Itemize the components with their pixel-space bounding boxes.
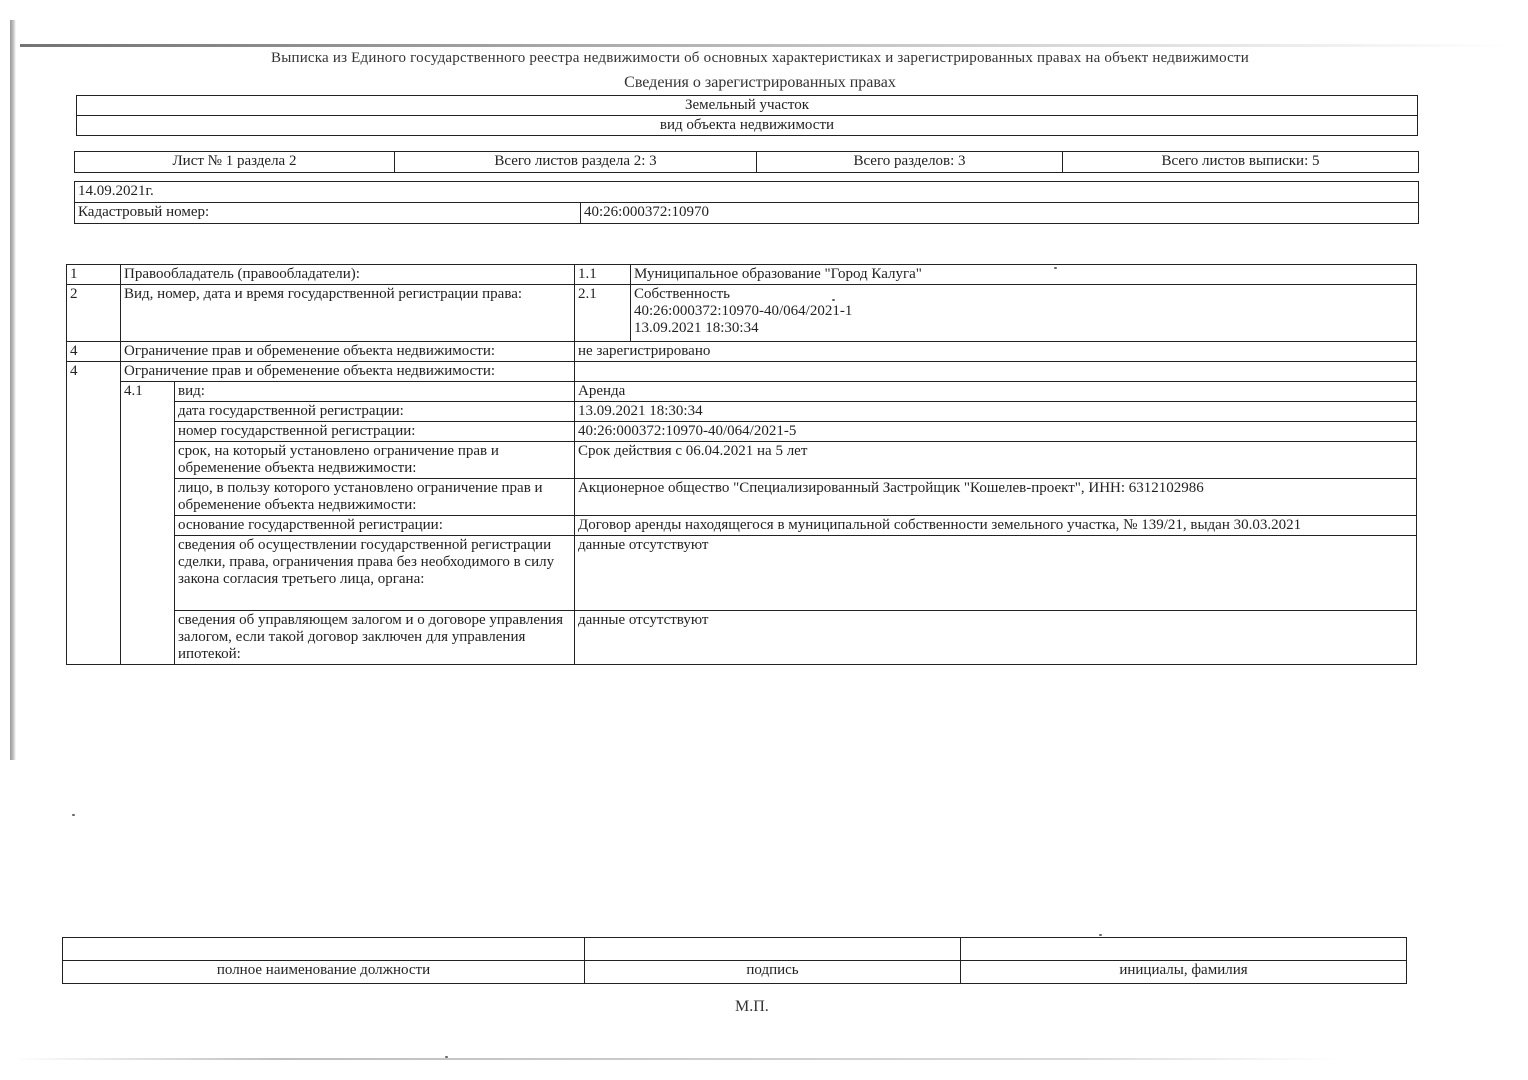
document-date: 14.09.2021г. <box>75 182 1419 203</box>
cadastral-table <box>74 181 1419 224</box>
scan-speck <box>832 299 835 301</box>
restriction-item-label: лицо, в пользу которого установлено ограничение прав и обременение объекта недвижимости: <box>175 479 575 516</box>
registration-type: Собственность <box>634 286 730 302</box>
table-row <box>67 285 1417 342</box>
signature-position-caption: полное наименование должности <box>63 961 585 984</box>
table-row <box>67 611 1417 665</box>
cadastral-label: Кадастровый номер: <box>75 203 581 224</box>
signature-position-blank <box>63 938 585 961</box>
restriction-sub-number: 4.1 <box>121 382 175 665</box>
restriction-none-label: Ограничение прав и обременение объекта недвижимости: <box>121 342 575 362</box>
table-row <box>67 516 1417 536</box>
restriction-item-value: данные отсутствуют <box>575 536 1417 611</box>
restriction-item-label: дата государственной регистрации: <box>175 402 575 422</box>
restriction-item-label: вид: <box>175 382 575 402</box>
registration-sub-number: 2.1 <box>575 285 631 342</box>
scan-top-shadow <box>20 44 1510 47</box>
restriction-item-value: данные отсутствуют <box>575 611 1417 665</box>
restriction-item-label: сведения об управляющем залогом и о договоре управления залогом, если такой договор заключен для управления ипотекой: <box>175 611 575 665</box>
sheet-number: Лист № 1 раздела 2 <box>75 152 395 173</box>
registration-datetime: 13.09.2021 18:30:34 <box>634 320 759 336</box>
restriction-item-value: Договор аренды находящегося в муниципальной собственности земельного участка, № 139/21, выдан 30.03.2021 <box>575 516 1417 536</box>
restriction-label: Ограничение прав и обременение объекта недвижимости: <box>121 362 575 382</box>
row-number: 1 <box>67 265 121 285</box>
restriction-item-label: срок, на который установлено ограничение прав и обременение объекта недвижимости: <box>175 442 575 479</box>
restriction-item-label: сведения об осуществлении государственной регистрации сделки, права, ограничения права без необходимого в силу закона согласия третьего лица, органа: <box>175 536 575 611</box>
restriction-item-value: Срок действия с 06.04.2021 на 5 лет <box>575 442 1417 479</box>
table-row <box>67 265 1417 285</box>
table-row <box>67 402 1417 422</box>
rights-table <box>66 264 1417 665</box>
table-row <box>67 442 1417 479</box>
row-number: 4 <box>67 342 121 362</box>
signature-name-caption: инициалы, фамилия <box>961 961 1407 984</box>
scan-speck <box>445 1056 448 1058</box>
registration-number: 40:26:000372:10970-40/064/2021-1 <box>634 303 853 319</box>
holder-value: Муниципальное образование "Город Калуга" <box>631 265 1417 285</box>
holder-sub-number: 1.1 <box>575 265 631 285</box>
registration-label: Вид, номер, дата и время государственной регистрации права: <box>121 285 575 342</box>
table-row <box>67 382 1417 402</box>
restriction-value-empty <box>575 362 1417 382</box>
scan-speck <box>1054 267 1057 269</box>
table-row <box>67 342 1417 362</box>
restriction-item-label: номер государственной регистрации: <box>175 422 575 442</box>
object-type-caption: вид объекта недвижимости <box>77 116 1418 136</box>
signature-sign-blank <box>585 938 961 961</box>
scan-speck <box>72 814 75 816</box>
total-sections: Всего разделов: 3 <box>757 152 1063 173</box>
signature-table <box>62 937 1407 984</box>
signature-name-blank <box>961 938 1407 961</box>
document-subtitle: Сведения о зарегистрированных правах <box>624 74 896 91</box>
total-sheets-section: Всего листов раздела 2: 3 <box>395 152 757 173</box>
restriction-item-value: 13.09.2021 18:30:34 <box>575 402 1417 422</box>
restriction-item-value: Акционерное общество "Специализированный Застройщик "Кошелев-проект", ИНН: 6312102986 <box>575 479 1417 516</box>
registration-value <box>631 285 1417 342</box>
restriction-item-value: Аренда <box>575 382 1417 402</box>
sheet-info-table <box>74 151 1419 173</box>
table-row <box>67 362 1417 382</box>
restriction-none-value: не зарегистрировано <box>575 342 1417 362</box>
document-title: Выписка из Единого государственного реестра недвижимости об основных характеристиках и зарегистрированных правах на объект недвижимости <box>270 50 1249 66</box>
restriction-item-label: основание государственной регистрации: <box>175 516 575 536</box>
object-type: Земельный участок <box>77 96 1418 116</box>
holder-label: Правообладатель (правообладатели): <box>121 265 575 285</box>
scan-bottom-shadow <box>10 1058 1340 1060</box>
scan-speck <box>1099 934 1102 936</box>
object-type-table <box>76 95 1418 136</box>
signature-sign-caption: подпись <box>585 961 961 984</box>
table-row <box>67 479 1417 516</box>
stamp-label: М.П. <box>735 998 769 1015</box>
row-number: 2 <box>67 285 121 342</box>
table-row <box>67 536 1417 611</box>
row-number: 4 <box>67 362 121 665</box>
table-row <box>67 422 1417 442</box>
scan-left-edge <box>10 20 16 760</box>
restriction-item-value: 40:26:000372:10970-40/064/2021-5 <box>575 422 1417 442</box>
cadastral-number: 40:26:000372:10970 <box>581 203 1419 224</box>
total-sheets-extract: Всего листов выписки: 5 <box>1063 152 1419 173</box>
